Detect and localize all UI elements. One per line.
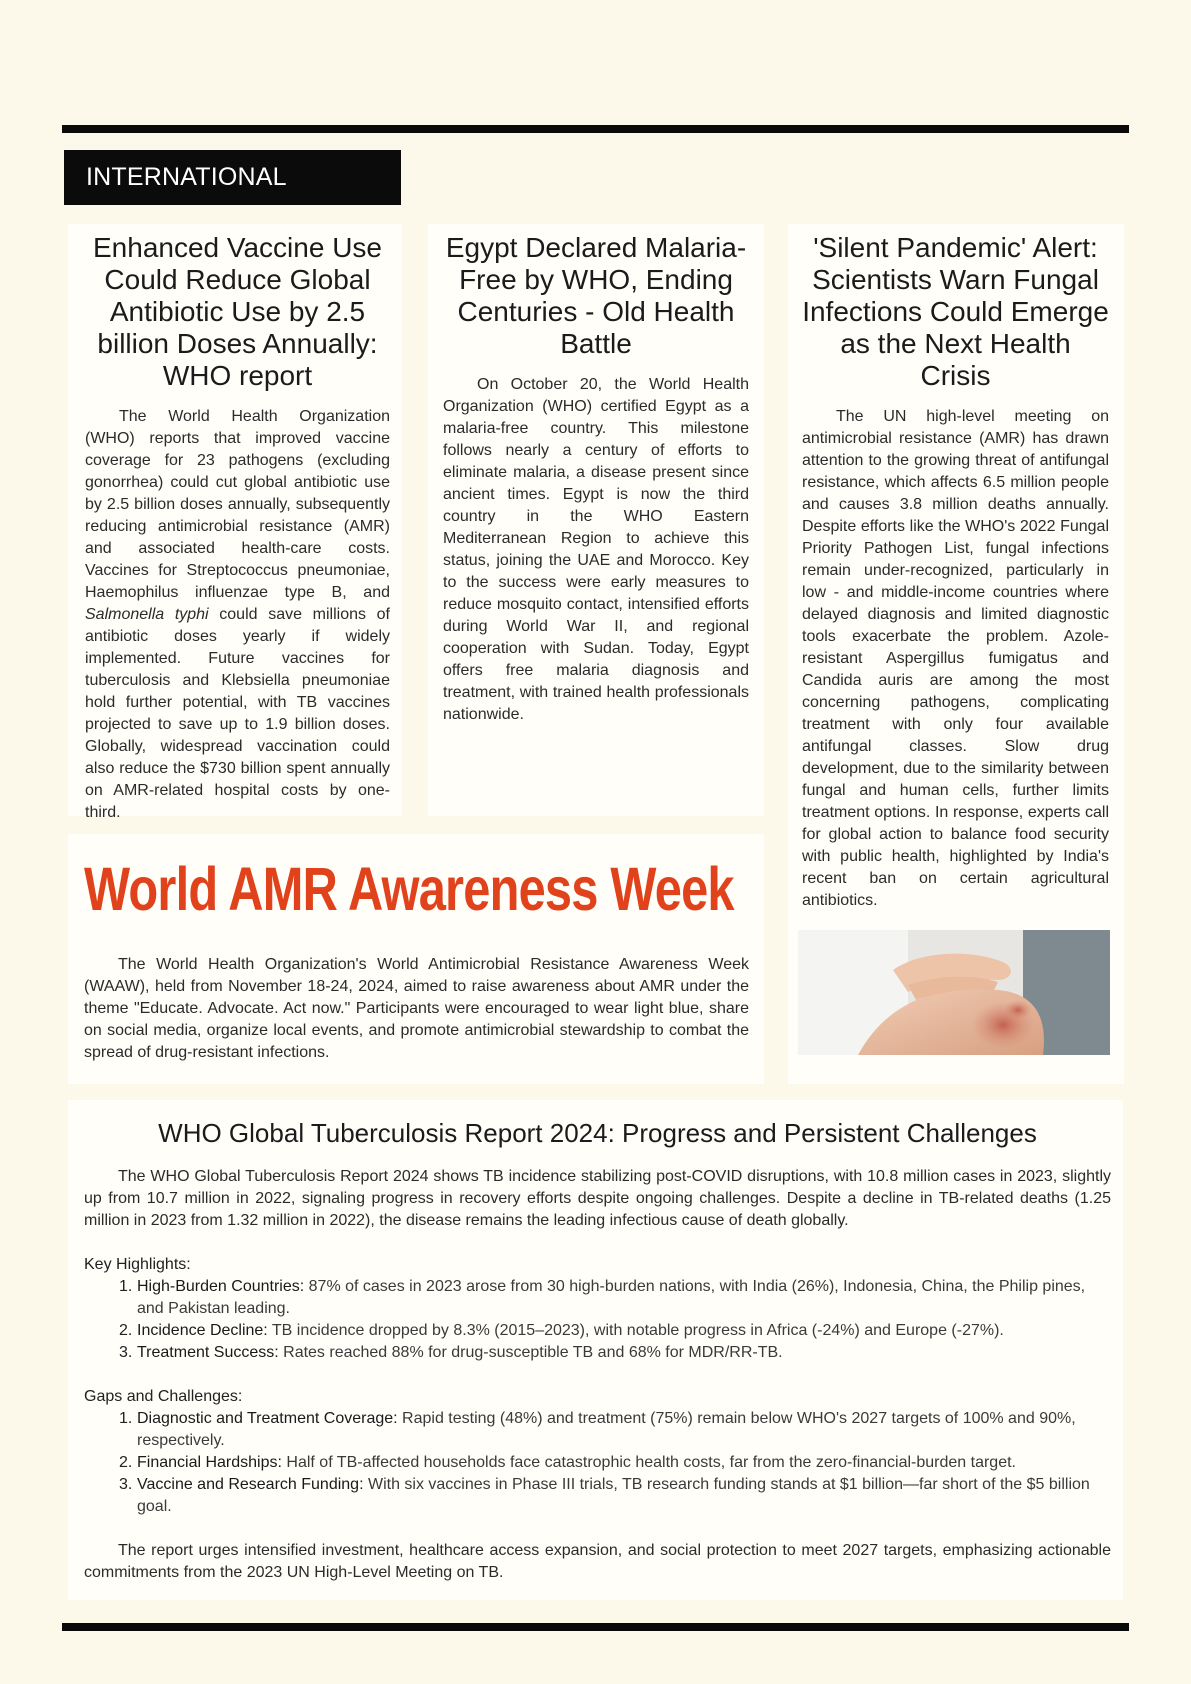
photo-illustration — [798, 930, 1110, 1055]
gaps-list — [84, 1408, 1111, 1518]
list-term: Treatment Success: — [137, 1344, 279, 1361]
list-desc: 87% of cases in 2023 arose from 30 high-burden nations, with India (26%), Indonesia, China, the Philip pines, and Pakistan leading. — [137, 1278, 1086, 1317]
list-desc: TB incidence dropped by 8.3% (2015–2023), with notable progress in Africa (-24%) and Europe (-27%). — [267, 1322, 1004, 1339]
list-item — [119, 1408, 1111, 1452]
list-item — [119, 1452, 1111, 1474]
list-number: 1. — [119, 1278, 133, 1295]
article-vaccine — [68, 224, 402, 821]
list-number: 3. — [119, 1344, 133, 1361]
bottom-rule — [62, 1623, 1129, 1631]
article-fungal — [788, 224, 1124, 1084]
article-title: Enhanced Vaccine Use Could Reduce Global Antibiotic Use by 2.5 billion Doses Annually: WHO report — [93, 232, 382, 391]
list-item — [119, 1320, 1111, 1342]
skin-rash-photo — [798, 930, 1110, 1055]
article-body: On October 20, the World Health Organization (WHO) certified Egypt as a malaria-free country. This milestone follows nearly a century of efforts to eliminate malaria, a disease present since ancient times. Egypt is now the third country in the WHO Eastern Mediterranean Region to achieve this status, joining the UAE and Morocco. Key to the success were early measures to reduce mosquito contact, intensified efforts during World War II, and regional cooperation with Sudan. Today, Egypt offers free malaria diagnosis and treatment, with trained health professionals nationwide. — [443, 376, 749, 723]
article-tb-report — [68, 1100, 1123, 1600]
article-body: The World Health Organization's World Antimicrobial Resistance Awareness Week (WAAW), held from November 18-24, 2024, aimed to raise awareness about AMR under the theme "Educate. Advocate. Act now." Participants were encouraged to wear light blue, share on social media, organize local events, and promote antimicrobial stewardship to combat the spread of drug-resistant infections. — [84, 956, 749, 1061]
list-desc: With six vaccines in Phase III trials, TB research funding stands at $1 billion—far short of the $5 billion goal. — [137, 1476, 1090, 1515]
article-body-text: could save millions of antibiotic doses yearly if widely implemented. Future vaccines for tuberculosis and Klebsiella pneumoniae hold further potential, with TB vaccines projected to save up to 1.9 billion doses. Globally, widespread vaccination could also reduce the $730 billion spent annually on AMR-related hospital costs by one-third. — [85, 606, 391, 821]
list-number: 2. — [119, 1322, 133, 1339]
article-body — [85, 406, 390, 824]
gaps-heading: Gaps and Challenges: — [84, 1388, 243, 1405]
list-desc: Rates reached 88% for drug-susceptible TB and 68% for MDR/RR-TB. — [278, 1344, 783, 1361]
list-desc: Half of TB-affected households face catastrophic health costs, far from the zero-financial-burden target. — [281, 1454, 1016, 1471]
list-number: 3. — [119, 1476, 133, 1493]
list-term: Incidence Decline: — [137, 1322, 268, 1339]
article-body-text: The World Health Organization (WHO) reports that improved vaccine coverage for 23 pathogens (excluding gonorrhea) could cut global antibiotic use by 2.5 billion doses annually, subsequently reducing antimicrobial resistance (AMR) and associated health-care costs. Vaccines for Streptococcus pneumoniae, Haemophilus influenzae type B, and — [85, 408, 390, 601]
list-item — [119, 1474, 1111, 1518]
list-number: 2. — [119, 1454, 133, 1471]
list-item — [119, 1342, 1111, 1364]
highlights-heading: Key Highlights: — [84, 1256, 191, 1273]
article-conclusion: The report urges intensified investment, healthcare access expansion, and social protection to meet 2027 targets, emphasizing actionable commitments from the 2023 UN High-Level Meeting on TB. — [84, 1542, 1111, 1581]
species-name: Salmonella typhi — [85, 606, 209, 623]
list-desc: Rapid testing (48%) and treatment (75%) remain below WHO's 2027 targets of 100% and 90%, respectively. — [137, 1410, 1076, 1449]
article-intro: The WHO Global Tuberculosis Report 2024 shows TB incidence stabilizing post-COVID disruptions, with 10.8 million cases in 2023, slightly up from 10.7 million in 2022, signaling progress in recovery efforts despite ongoing challenges. Despite a decline in TB-related deaths (1.25 million in 2023 from 1.32 million in 2022), the disease remains the leading infectious cause of death globally. — [84, 1168, 1111, 1229]
article-body: The UN high-level meeting on antimicrobial resistance (AMR) has drawn attention to the growing threat of antifungal resistance, which affects 6.5 million people and causes 3.8 million deaths annually. Despite efforts like the WHO's 2022 Fungal Priority Pathogen List, fungal infections remain under-recognized, particularly in low - and middle-income countries where delayed diagnosis and limited diagnostic tools exacerbate the problem. Azole-resistant Aspergillus fumigatus and Candida auris are among the most concerning pathogens, complicating treatment with only four available antifungal classes. Slow drug development, due to the similarity between fungal and human cells, further limits treatment options. In response, experts call for global action to balance food security with public health, highlighted by India's recent ban on certain agricultural antibiotics. — [802, 408, 1109, 909]
amr-week-banner-title: World AMR Awareness Week — [84, 855, 734, 923]
list-term: Vaccine and Research Funding: — [137, 1476, 364, 1493]
article-amr-week — [68, 834, 764, 1084]
article-title: 'Silent Pandemic' Alert: Scientists Warn Fungal Infections Could Emerge as the Next Health Crisis — [802, 232, 1109, 391]
list-term: Diagnostic and Treatment Coverage: — [137, 1410, 398, 1427]
list-term: Financial Hardships: — [137, 1454, 282, 1471]
top-rule — [62, 125, 1129, 133]
list-item — [119, 1276, 1111, 1320]
list-term: High-Burden Countries: — [137, 1278, 305, 1295]
article-title: Egypt Declared Malaria-Free by WHO, Ending Centuries - Old Health Battle — [445, 232, 747, 359]
article-egypt — [428, 224, 764, 816]
article-title: WHO Global Tuberculosis Report 2024: Progress and Persistent Challenges — [158, 1118, 1037, 1148]
highlights-list — [84, 1276, 1111, 1364]
section-tag: INTERNATIONAL — [64, 150, 401, 205]
list-number: 1. — [119, 1410, 133, 1427]
